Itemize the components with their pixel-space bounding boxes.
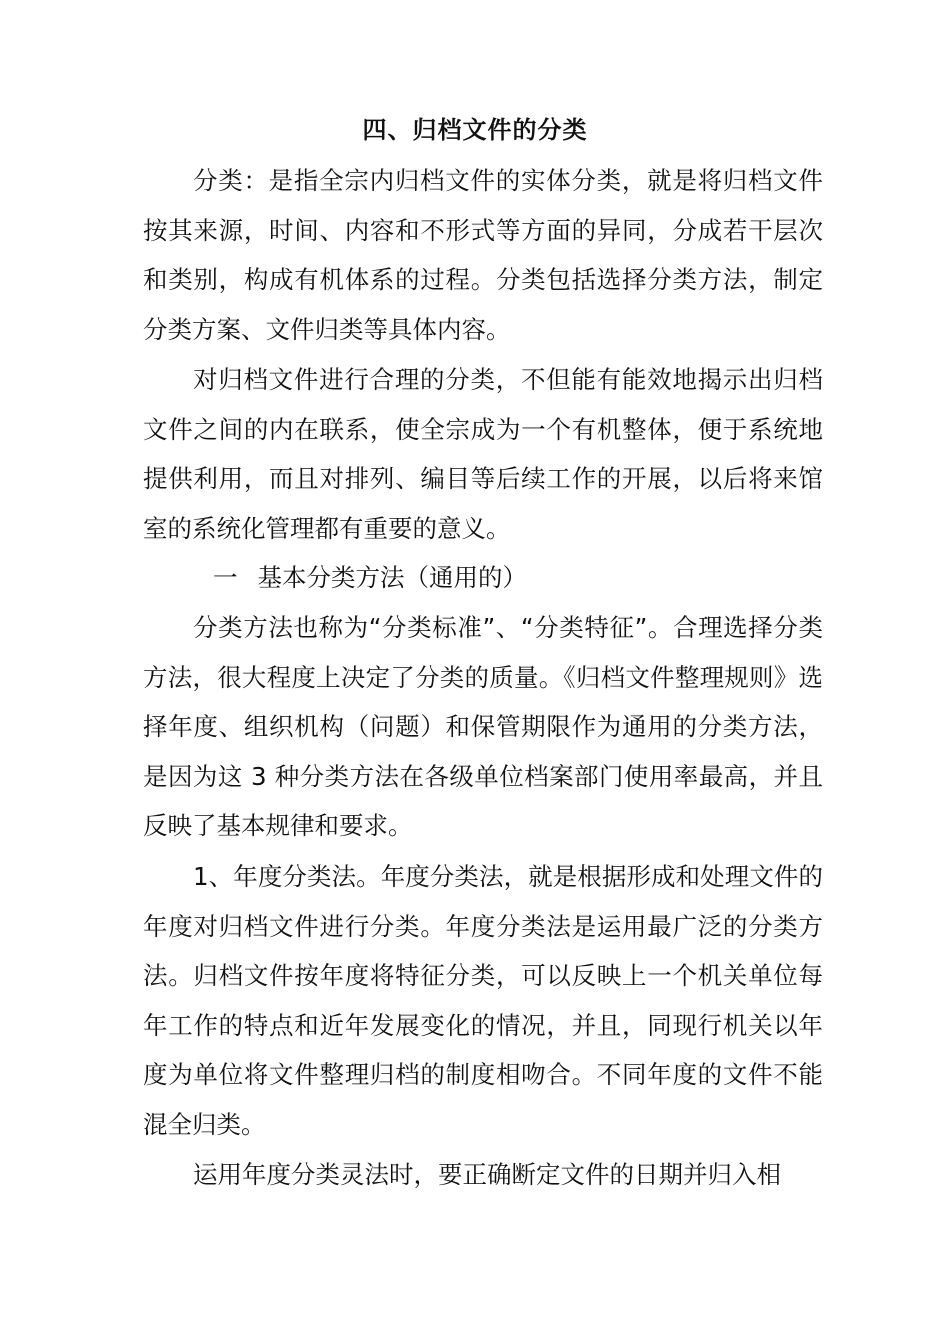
paragraph-classification-definition: 分类：是指全宗内归档文件的实体分类，就是将归档文件按其来源，时间、内容和不形式等方面的异同，分成若干层次和类别，构成有机体系的过程。分类包括选择分类方法，制定分类方案、文件归类等具体内容。 <box>143 166 823 344</box>
paragraph-classification-methods: 分类方法也称为“分类标准”、“分类特征”。合理选择分类方法，很大程度上决定了分类的质量。《归档文件整理规则》选择年度、组织机构（问题）和保管期限作为通用的分类方法，是因为这 3 种分类方法在各级单位档案部门使用率最高，并且反映了基本规律和要求。 <box>143 613 823 841</box>
document-title: 四、归档文件的分类 <box>362 116 588 144</box>
section-heading-number: 一 <box>213 563 238 592</box>
section-heading-text: 基本分类方法（通用的） <box>257 563 527 592</box>
paragraph-classification-importance: 对归档文件进行合理的分类，不但能有能效地揭示出归档文件之间的内在联系，使全宗成为一个有机整体，便于系统地提供利用，而且对排列、编目等后续工作的开展，以后将来馆室的系统化管理都有重要的意义。 <box>143 365 823 543</box>
paragraph-annual-classification: 1、年度分类法。年度分类法，就是根据形成和处理文件的年度对归档文件进行分类。年度分类法是运用最广泛的分类方法。归档文件按年度将特征分类，可以反映上一个机关单位每年工作的特点和近年发展变化的情况，并且，同现行机关以年度为单位将文件整理归档的制度相吻合。不同年度的文件不能混全归类。 <box>143 862 823 1139</box>
section-heading <box>213 553 813 603</box>
paragraph-annual-classification-usage: 运用年度分类灵法时，要正确断定文件的日期并归入相 <box>193 1160 781 1189</box>
